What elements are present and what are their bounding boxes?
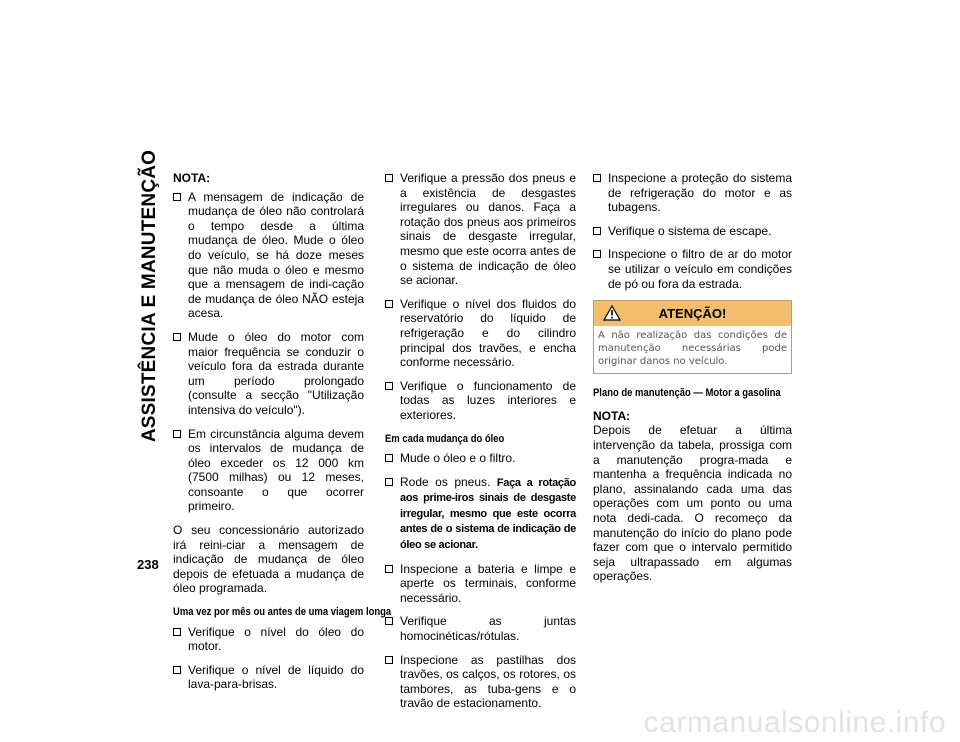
plan-paragraph: Depois de efetuar a última intervenção da tabela, prossiga com a manutenção progra-mada e mantenha a frequência indicada no plano, assinalando cada uma das operações com um ponto ou uma nota dedi-cada. O recomeço da manutenção do início do plano pode fazer com que o intervalo permitido seja ultrapassado em algumas operações. xyxy=(593,423,792,584)
list-item: Verifique o sistema de escape. xyxy=(593,224,792,239)
list-item: Verifique o nível de líquido do lava-para-brisas. xyxy=(173,663,364,692)
list-item: Inspecione o filtro de ar do motor se utilizar o veículo em condições de pó ou fora da estrada. xyxy=(593,247,792,291)
checkbox-icon xyxy=(173,628,181,636)
oil-change-heading: Em cada mudança do óleo xyxy=(385,432,505,445)
checkbox-icon xyxy=(385,174,393,182)
column-1 xyxy=(173,171,392,701)
checkbox-icon xyxy=(385,656,393,664)
checkbox-icon xyxy=(173,430,181,438)
list-item: A mensagem de indicação de mudança de óleo não controlará o tempo desde a última mudança de óleo. Mude o óleo do veículo, se há doze meses que não muda o óleo e mesmo que a mensagem de indi-cação de mudança de óleo NÃO esteja acesa. xyxy=(173,190,364,321)
checkbox-icon xyxy=(385,454,393,462)
list-item: Verifique a pressão dos pneus e a existência de desgastes irregulares ou danos. Faça a rotação dos pneus aos primeiros sinais de desgaste irregular, mesmo que este ocorra antes de o sistema de indicação de óleo se acionar. xyxy=(385,171,576,288)
page-number: 238 xyxy=(137,557,159,572)
list-item: Inspecione a bateria e limpe e aperte os terminais, conforme necessário. xyxy=(385,562,576,606)
plan-heading: Plano de manutenção — Motor a gasolina xyxy=(593,387,781,400)
list-item: Inspecione a proteção do sistema de refrigeração do motor e as tubagens. xyxy=(593,171,792,215)
column-2 xyxy=(385,171,576,720)
list-item: Em circunstância alguma devem os intervalos de mudança de óleo exceder os 12 000 km (7500 milhas) ou 12 meses, consoante o que ocorrer primeiro. xyxy=(173,427,364,515)
monthly-heading: Uma vez por mês ou antes de uma viagem longa xyxy=(173,606,392,619)
nota-label: NOTA: xyxy=(173,171,211,185)
warning-header xyxy=(594,301,791,326)
checkbox-icon xyxy=(173,193,181,201)
rotation-condition: Faça a rotação aos prime-iros sinais de desgaste irregular, mesmo que este ocorra antes de o sistema de indicação de óleo se acionar. xyxy=(400,476,576,552)
checkbox-icon xyxy=(385,617,393,625)
checkbox-icon xyxy=(385,565,393,573)
list-item: Verifique o nível dos fluidos do reservatório do líquido de refrigeração e do cilindro principal dos travões, e encha conforme necessário. xyxy=(385,297,576,370)
warning-text: A não realização das condições de manutenção necessárias pode originar danos no veículo. xyxy=(598,330,787,368)
list-item: Inspecione as pastilhas dos travões, os calços, os rotores, os tambores, as tuba-gens e o travão de estacionamento. xyxy=(385,653,576,711)
warning-box xyxy=(593,300,792,374)
checkbox-icon xyxy=(173,333,181,341)
reset-paragraph: O seu concessionário autorizado irá reini-ciar a mensagem de indicação de mudança de óleo depois de efetuada a mudança de óleo programada. xyxy=(173,523,364,596)
list-item: Mude o óleo e o filtro. xyxy=(385,451,576,466)
nota-label-2: NOTA: xyxy=(593,408,631,423)
warning-title: ATENÇÃO! xyxy=(658,306,727,322)
checkbox-icon xyxy=(593,250,601,258)
list-item: Verifique o funcionamento de todas as luzes interiores e exteriores. xyxy=(385,379,576,423)
checkbox-icon xyxy=(385,300,393,308)
watermark: carmanualsonline.info xyxy=(643,706,946,739)
checkbox-icon xyxy=(385,382,393,390)
list-item: Verifique as juntas homocinéticas/rótulas. xyxy=(385,614,576,643)
column-3 xyxy=(593,171,792,593)
list-item: Rode os pneus. Faça a rotação aos prime-iros sinais de desgaste irregular, mesmo que este ocorra antes de o sistema de indicação de óleo se acionar. xyxy=(385,475,576,553)
checkbox-icon xyxy=(593,174,601,182)
checkbox-icon xyxy=(173,666,181,674)
warning-triangle-icon xyxy=(603,305,621,321)
checkbox-icon xyxy=(593,227,601,235)
list-item: Mude o óleo do motor com maior frequência se conduzir o veículo fora da estrada durante um período prolongado (consulte a secção "Utilização intensiva do veículo"). xyxy=(173,330,364,418)
list-item: Verifique o nível do óleo do motor. xyxy=(173,625,364,654)
checkbox-icon xyxy=(385,478,393,486)
section-title: ASSISTÊNCIA E MANUTENÇÃO xyxy=(139,149,160,443)
